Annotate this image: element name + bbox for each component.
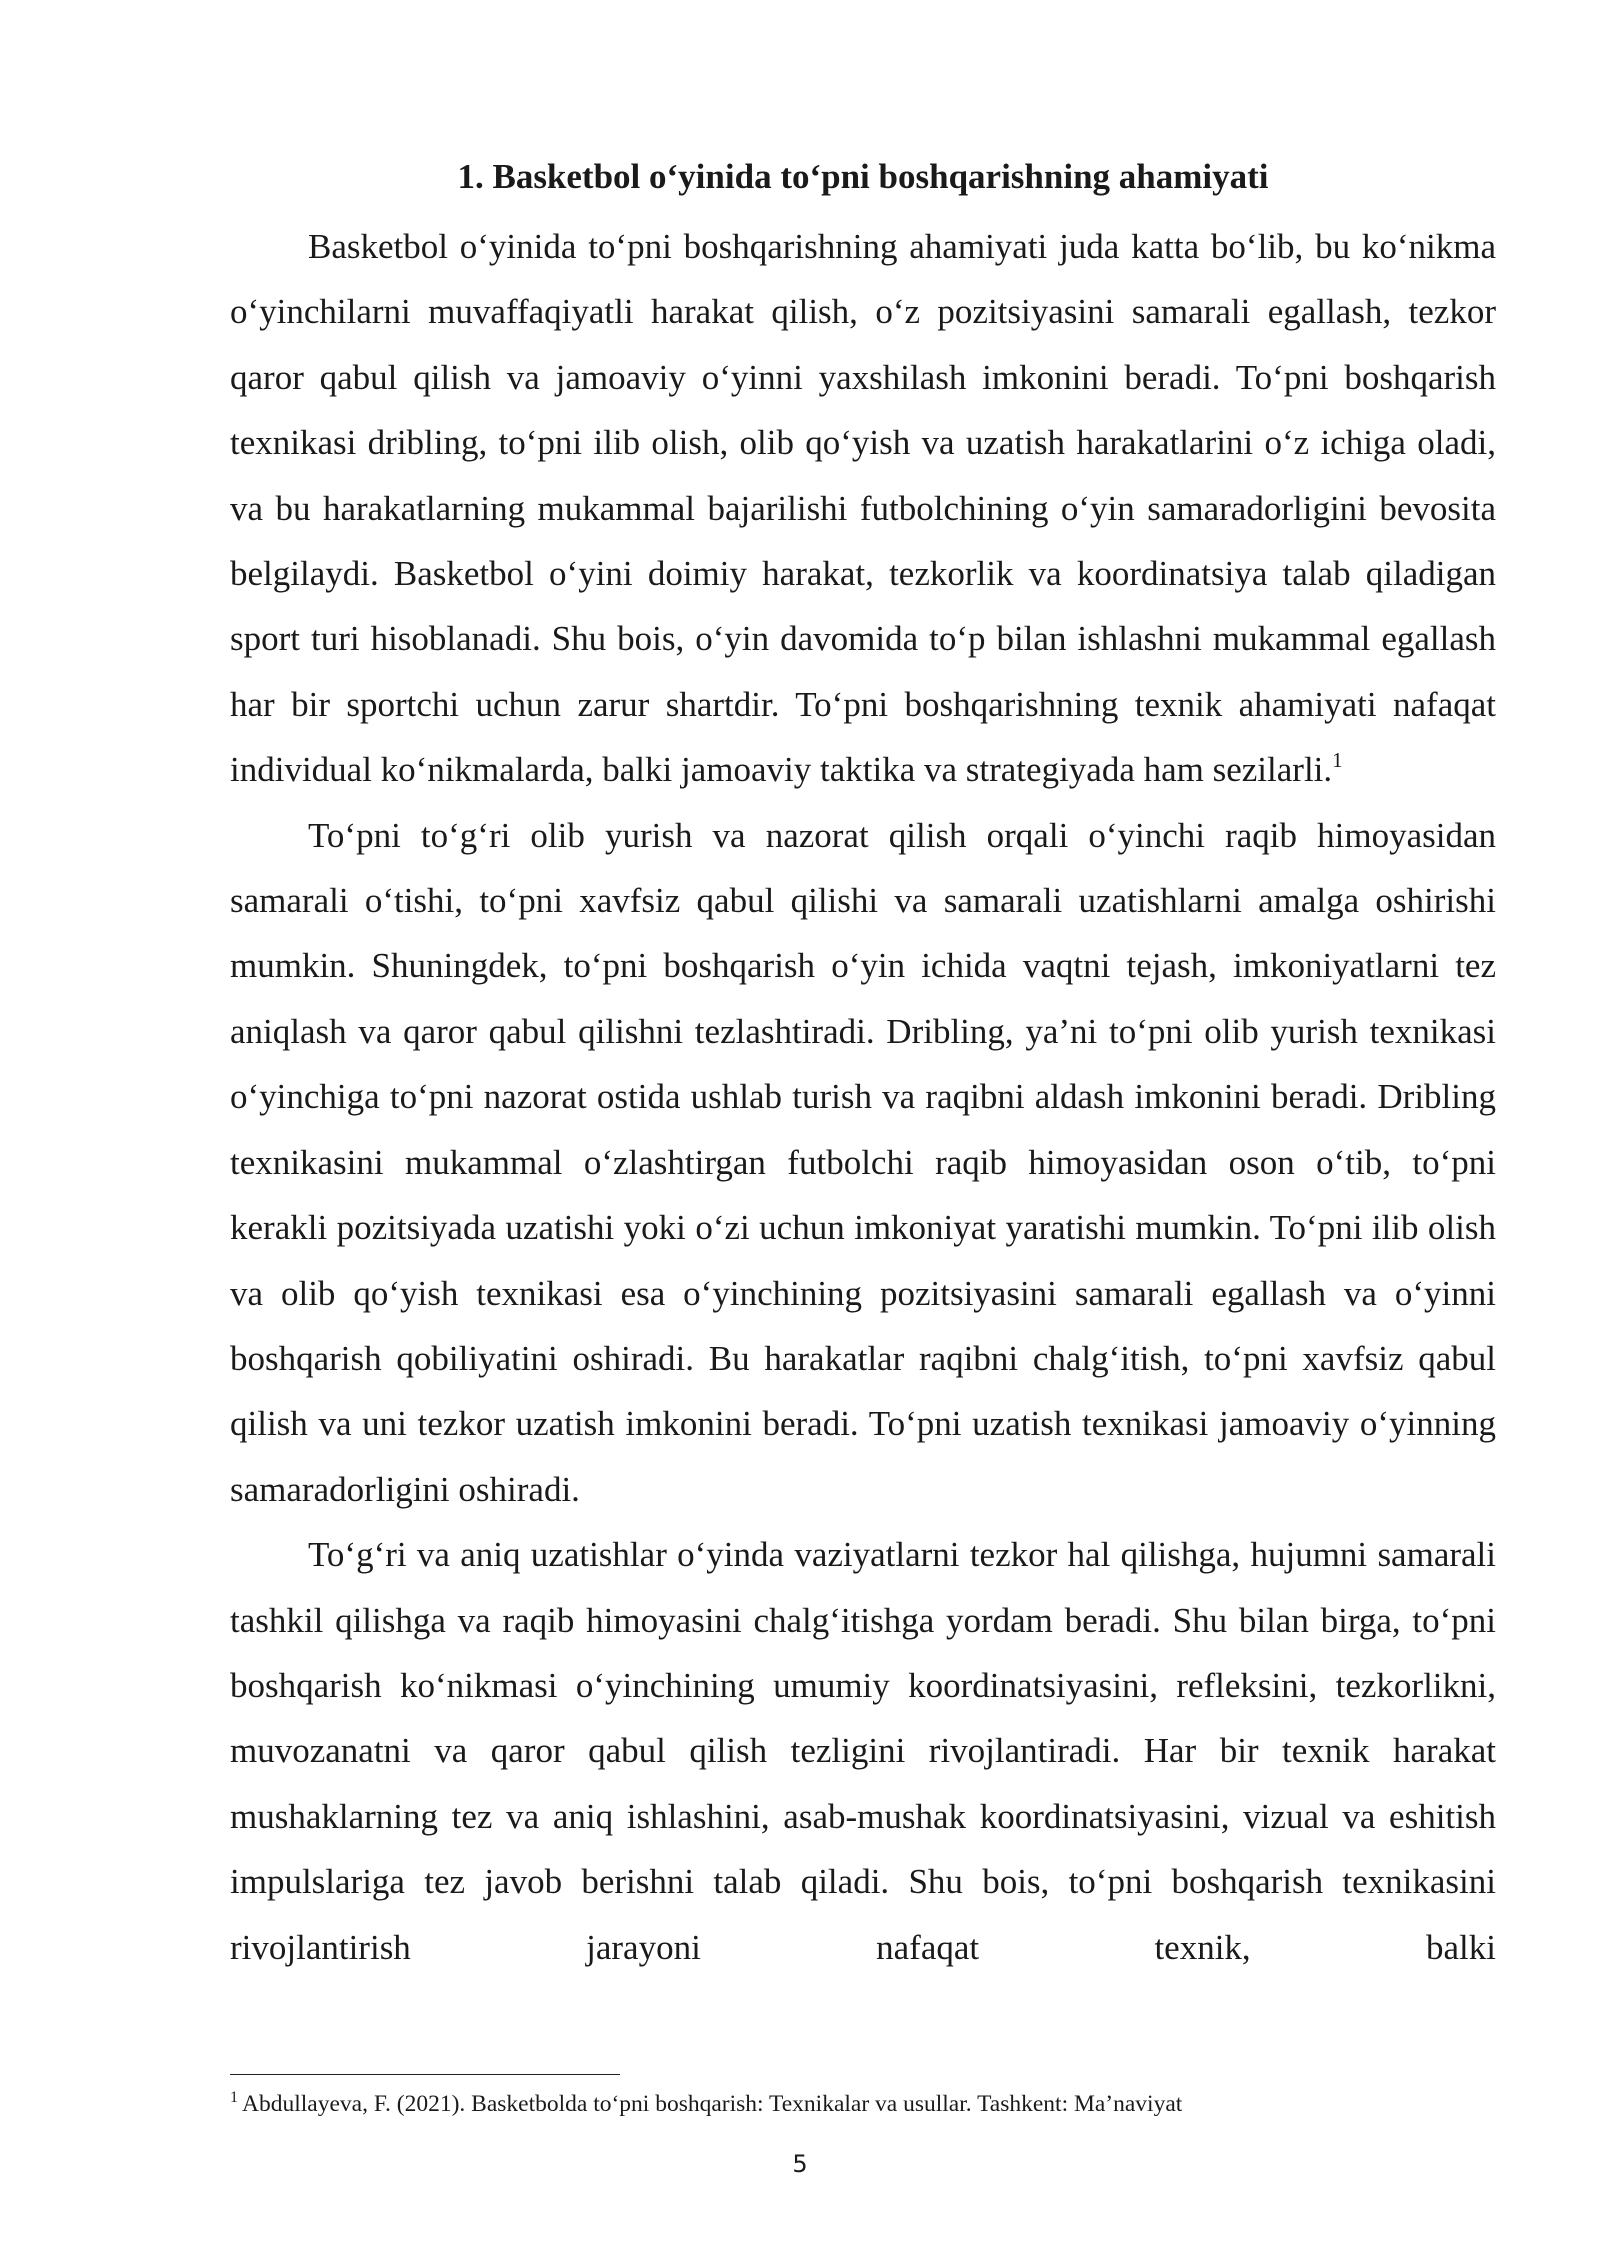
footnote bbox=[230, 2088, 1496, 2120]
footnote-separator bbox=[230, 2074, 620, 2075]
body-text bbox=[230, 214, 1496, 1980]
paragraph-3-text: To‘g‘ri va aniq uzatishlar o‘yinda vaziyatlarni tezkor hal qilishga, hujumni samarali tashkil qilishga va raqib himoyasini chalg‘itishga yordam beradi. Shu bilan birga, to‘pni boshqarish ko‘nikmasi o‘yinchining umumiy koordinatsiyasini, refleksini, tezkorlikni, muvozanatni va qaror qabul qilish tezligini rivojlantiradi. Har bir texnik harakat mushaklarning tez va aniq ishlashini, asab-mushak koordinatsiyasini, vizual va eshitish impulslariga tez javob berishni talab qiladi. Shu bois, to‘pni boshqarish texnikasini rivojlantirish jarayoni nafaqat texnik, balki bbox=[230, 1535, 1496, 1967]
paragraph-2 bbox=[230, 803, 1496, 1522]
paragraph-1-text: Basketbol o‘yinida to‘pni boshqarishning ahamiyati juda katta bo‘lib, bu ko‘nikma o‘yinchilarni muvaffaqiyatli harakat qilish, o‘z pozitsiyasini samarali egallash, tezkor qaror qabul qilish va jamoaviy o‘yinni yaxshilash imkonini beradi. To‘pni boshqarish texnikasi dribling, to‘pni ilib olish, olib qo‘yish va uzatish harakatlarini o‘z ichiga oladi, va bu harakatlarning mukammal bajarilishi futbolchining o‘yin samaradorligini bevosita belgilaydi. Basketbol o‘yini doimiy harakat, tezkorlik va koordinatsiya talab qiladigan sport turi hisoblanadi. Shu bois, o‘yin davomida to‘p bilan ishlashni mukammal egallash har bir sportchi uchun zarur shartdir. To‘pni boshqarishning texnik ahamiyati nafaqat individual ko‘nikmalarda, balki jamoaviy taktika va strategiyada ham sezilarli. bbox=[230, 227, 1496, 790]
paragraph-2-text: To‘pni to‘g‘ri olib yurish va nazorat qilish orqali o‘yinchi raqib himoyasidan samarali o‘tishi, to‘pni xavfsiz qabul qilishi va samarali uzatishlarni amalga oshirishi mumkin. Shuningdek, to‘pni boshqarish o‘yin ichida vaqtni tejash, imkoniyatlarni tez aniqlash va qaror qabul qilishni tezlashtiradi. Dribling, ya’ni to‘pni olib yurish texnikasi o‘yinchiga to‘pni nazorat ostida ushlab turish va raqibni aldash imkonini beradi. Dribling texnikasini mukammal o‘zlashtirgan futbolchi raqib himoyasidan oson o‘tib, to‘pni kerakli pozitsiyada uzatishi yoki o‘zi uchun imkoniyat yaratishi mumkin. To‘pni ilib olish va olib qo‘yish texnikasi esa o‘yinchining pozitsiyasini samarali egallash va o‘yinni boshqarish qobiliyatini oshiradi. Bu harakatlar raqibni chalg‘itish, to‘pni xavfsiz qabul qilish va uni tezkor uzatish imkonini beradi. To‘pni uzatish texnikasi jamoaviy o‘yinning samaradorligini oshiradi. bbox=[230, 815, 1496, 1509]
footnote-number: 1 bbox=[230, 2089, 238, 2106]
footnote-text: Abdullayeva, F. (2021). Basketbolda to‘pni boshqarish: Texnikalar va usullar. Tashkent: Ma’naviyat bbox=[242, 2091, 1183, 2117]
paragraph-3 bbox=[230, 1522, 1496, 1980]
paragraph-1 bbox=[230, 214, 1496, 803]
section-heading: 1. Basketbol o‘yinida to‘pni boshqarishning ahamiyati bbox=[457, 157, 1269, 196]
page-number: 5 bbox=[792, 2150, 808, 2178]
footnote-reference[interactable]: 1 bbox=[1332, 748, 1343, 773]
